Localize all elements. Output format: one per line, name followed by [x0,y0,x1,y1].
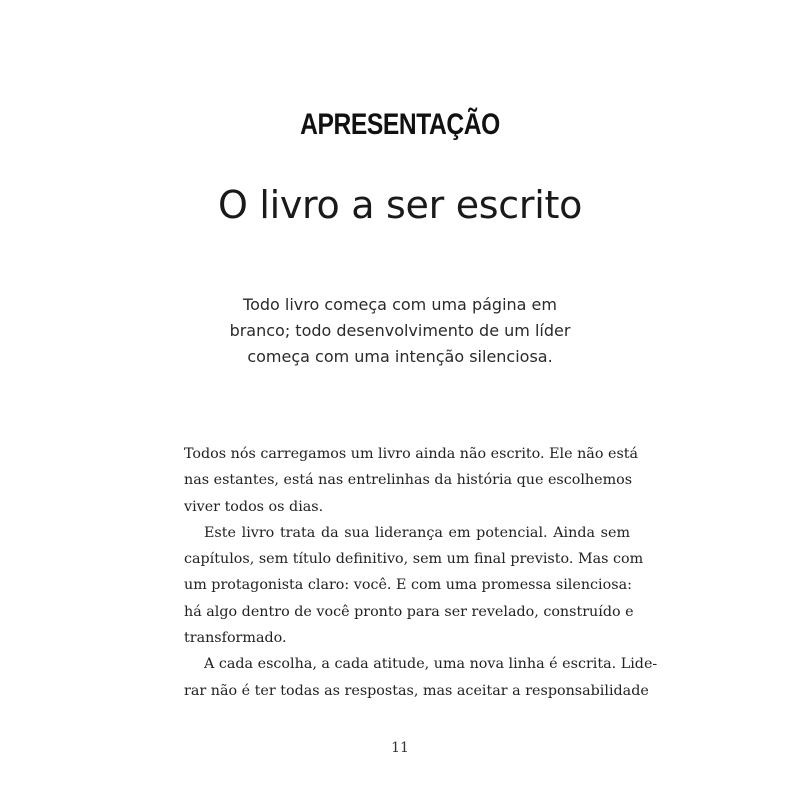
epigraph-line: começa com uma intenção silenciosa. [247,347,553,366]
body-line: capítulos, sem título definitivo, sem um final previsto. Mas com [184,551,644,568]
body-line: Este livro trata da sua liderança em potencial. Ainda sem [204,524,630,541]
section-label: APRESENTAÇÃO [300,108,500,141]
body-line: transformado. [184,630,287,647]
body-line: um protagonista claro: você. E com uma promessa silenciosa: [184,577,632,594]
body-line: há algo dentro de você pronto para ser revelado, construído e [184,603,634,620]
body-line: Todos nós carregamos um livro ainda não escrito. Ele não está [184,446,639,462]
body-text [184,441,658,704]
body-line: nas estantes, está nas entrelinhas da história que escolhemos [184,472,633,489]
epigraph-line: Todo livro começa com uma página em [243,295,557,314]
chapter-title: O livro a ser escrito [217,183,583,227]
body-line: A cada escolha, a cada atitude, uma nova linha é escrita. Lide- [204,656,658,673]
page-number: 11 [391,740,409,756]
body-line: rar não é ter todas as respostas, mas aceitar a responsabilidade [184,682,649,699]
epigraph [0,292,800,370]
epigraph-line: branco; todo desenvolvimento de um líder [229,321,571,340]
body-line: viver todos os dias. [184,498,324,515]
